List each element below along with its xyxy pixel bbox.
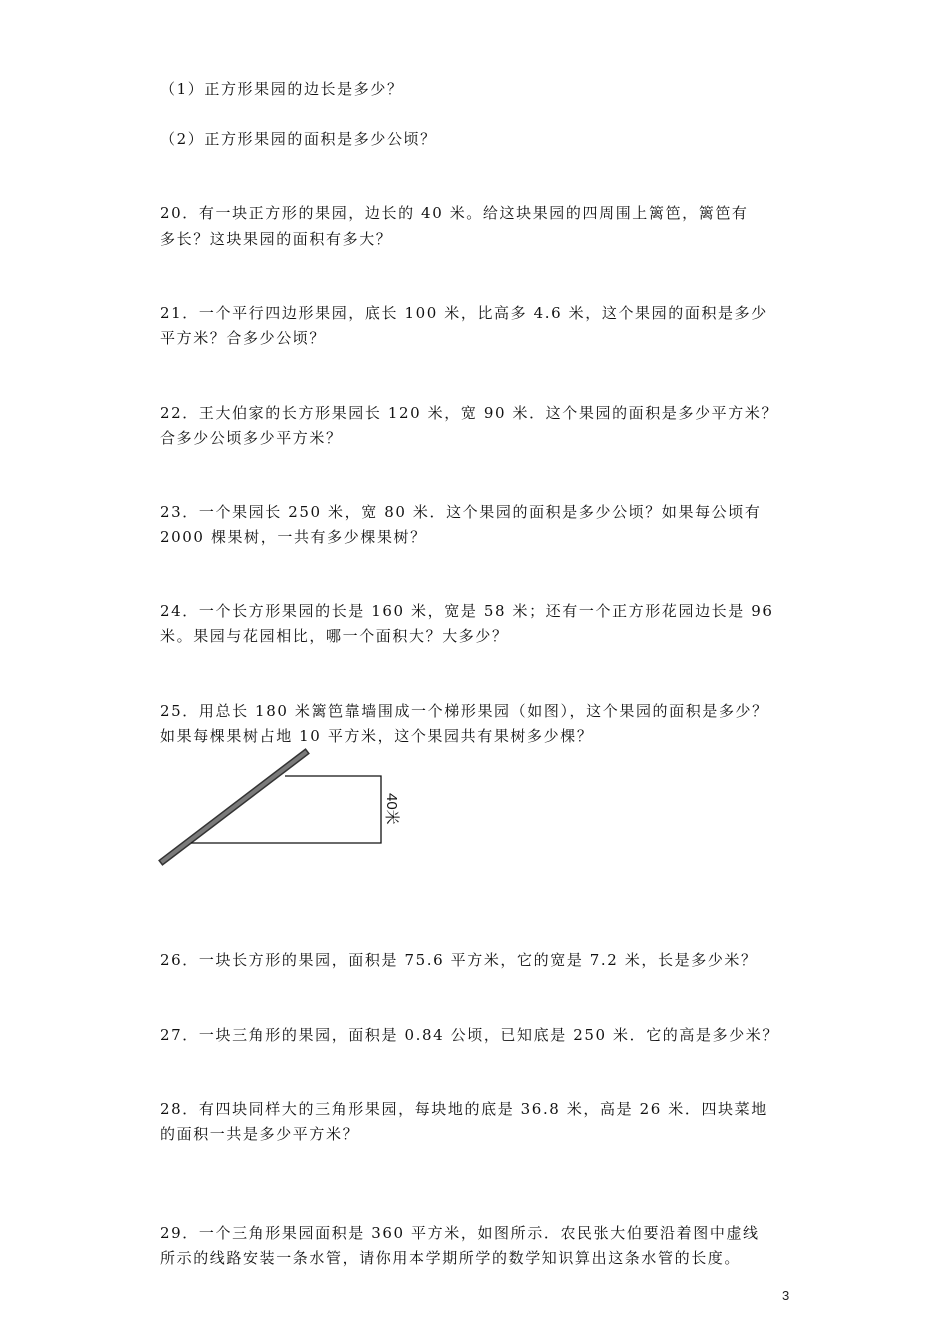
problem-line: 平方米？合多少公顷？	[160, 329, 327, 347]
problem-line: 的面积一共是多少平方米？	[160, 1125, 360, 1143]
page-number: 3	[782, 1288, 790, 1303]
problem-line: 21．一个平行四边形果园，底长 100 米，比高多 4.6 米，这个果园的面积是多少	[160, 304, 768, 322]
problem-line: 2000 棵果树，一共有多少棵果树？	[160, 528, 427, 546]
height-label: 40米	[383, 793, 400, 825]
problem-line: 26．一块长方形的果园，面积是 75.6 平方米，它的宽是 7.2 米，长是多少米？	[160, 951, 758, 969]
problem-line: 29．一个三角形果园面积是 360 平方米，如图所示．农民张大伯要沿着图中虚线	[160, 1224, 760, 1242]
problem-line: 合多少公顷多少平方米？	[160, 429, 343, 447]
sub-question-1: （1）正方形果园的边长是多少？	[160, 80, 404, 98]
problem-line: 25．用总长 180 米篱笆靠墙围成一个梯形果园（如图），这个果园的面积是多少？	[160, 702, 769, 720]
problem-line: 27．一块三角形的果园，面积是 0.84 公顷，已知底是 250 米．它的高是多少米？	[160, 1026, 779, 1044]
trapezoid-orchard-figure	[155, 745, 425, 875]
problem-line: 23．一个果园长 250 米，宽 80 米．这个果园的面积是多少公顷？如果每公顷有	[160, 503, 762, 521]
problem-line: 米。果园与花园相比，哪一个面积大？大多少？	[160, 627, 509, 645]
wall-bar-shade	[163, 753, 305, 861]
problem-line: 20．有一块正方形的果园，边长的 40 米。给这块果园的四周围上篱笆，篱笆有	[160, 204, 749, 222]
fence-outline	[191, 776, 381, 843]
problem-line: 24．一个长方形果园的长是 160 米，宽是 58 米；还有一个正方形花园边长是 96	[160, 602, 774, 620]
problem-line: 22．王大伯家的长方形果园长 120 米，宽 90 米．这个果园的面积是多少平方米？	[160, 404, 779, 422]
problem-line: 所示的线路安装一条水管，请你用本学期所学的数学知识算出这条水管的长度。	[160, 1249, 742, 1267]
trapezoid-orchard-diagram	[155, 745, 425, 875]
problem-line: 多长？这块果园的面积有多大？	[160, 230, 393, 248]
problem-line: 28．有四块同样大的三角形果园，每块地的底是 36.8 米，高是 26 米．四块菜地	[160, 1100, 768, 1118]
sub-question-2: （2）正方形果园的面积是多少公顷？	[160, 130, 437, 148]
problem-line: 如果每棵果树占地 10 平方米，这个果园共有果树多少棵？	[160, 727, 594, 745]
